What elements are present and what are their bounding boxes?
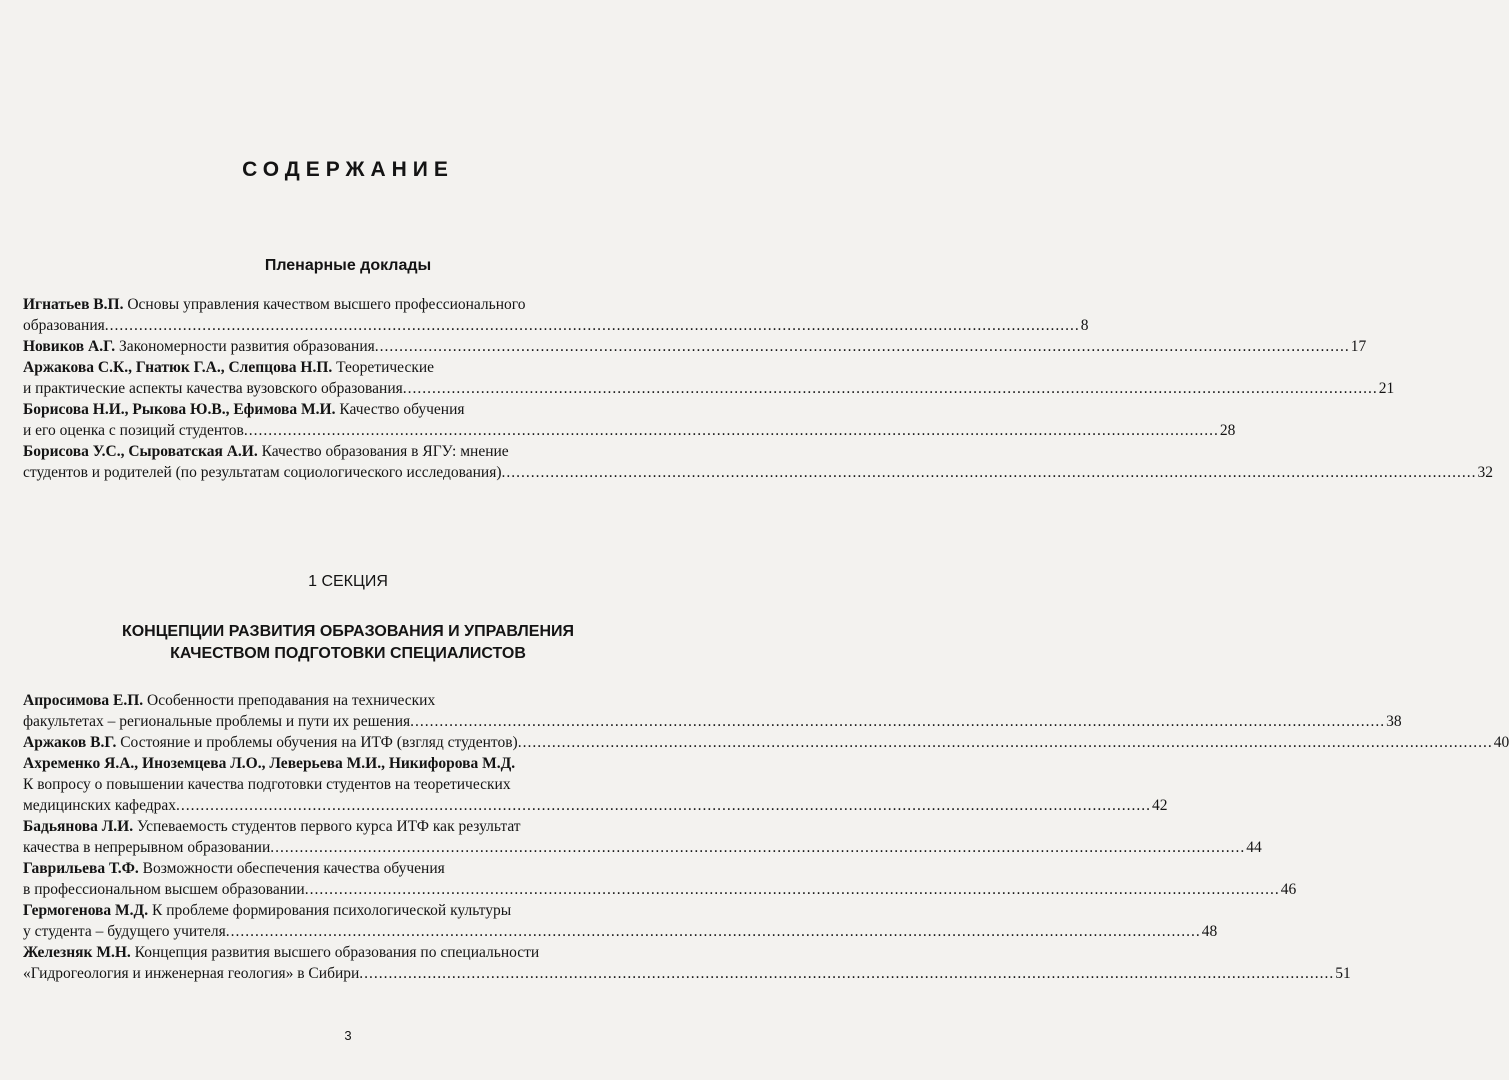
toc-entry[interactable] [23,732,1509,753]
leader-dots [176,795,1151,816]
leader-dots [359,963,1334,984]
entry-page: 51 [1335,965,1351,982]
leader-dots [502,462,1477,483]
entry-title: Успеваемость студентов первого курса ИТФ как результат [136,818,521,835]
entry-author: Апросимова Е.П. [23,692,144,709]
entry-title: и его оценка с позиций студентов [23,422,244,439]
entry-author: Борисова Н.И., Рыкова Ю.В., Ефимова М.И. [23,401,336,418]
leader-dots [244,420,1219,441]
entry-title: качества в непрерывном образовании [23,839,271,856]
toc-entry[interactable] [23,357,1395,399]
entry-page: 44 [1246,839,1262,856]
page-title: СОДЕРЖАНИЕ [242,158,454,181]
leader-dots [270,837,1245,858]
entry-title: Основы управления качеством высшего профессионального [127,296,526,313]
toc-entry[interactable] [23,900,1218,942]
leader-dots [410,711,1385,732]
entry-title: образования [23,317,105,334]
leader-dots [518,732,1493,753]
entry-page: 17 [1350,338,1367,355]
entry-page: 42 [1152,797,1168,814]
entry-author: Гаврильева Т.Ф. [23,860,139,877]
entry-author: Аржаков В.Г. [23,734,117,751]
entry-title: факультетах – региональные проблемы и пути их решения [23,713,411,730]
entry-title: в профессиональном высшем образовании [23,881,305,898]
entry-title: Возможности обеспечения качества обучения [142,860,445,877]
toc-entry[interactable] [23,942,1351,984]
toc-entry[interactable] [23,441,1493,483]
entry-author: Гермогенова М.Д. [23,902,149,919]
leader-dots [105,315,1080,336]
entry-title: Качество обучения [339,401,465,418]
toc-entry[interactable] [23,753,1168,816]
entry-title: и практические аспекты качества вузовского образования [23,380,403,397]
entry-title: медицинских кафедрах [23,797,177,814]
entry-author: Борисова У.С., Сыроватская А.И. [23,443,258,460]
leader-dots [305,879,1280,900]
entry-title: студентов и родителей (по результатам социологического исследования) [23,464,502,481]
entry-author: Новиков А.Г. [23,338,116,355]
leader-dots [375,336,1350,357]
entry-page: 28 [1219,422,1236,439]
entry-page: 40 [1493,734,1509,751]
entry-title: К проблеме формирования психологической культуры [151,902,512,919]
entry-page: 48 [1201,923,1218,940]
entry-page: 32 [1477,464,1493,481]
toc-entry[interactable] [23,294,1089,336]
entry-title: «Гидрогеология и инженерная геология» в Сибири [23,965,360,982]
entry-author: Железняк М.Н. [23,944,131,961]
toc-entry[interactable] [23,690,1402,732]
toc-entry[interactable] [23,399,1236,441]
section-list [23,690,1509,984]
entry-page: 21 [1378,380,1395,397]
entry-title: Теоретические [336,359,435,376]
section-title-line: КАЧЕСТВОМ ПОДГОТОВКИ СПЕЦИАЛИСТОВ [170,645,526,662]
entry-title: у студента – будущего учителя [23,923,226,940]
entry-title: Особенности преподавания на технических [147,692,436,709]
section-title-line: КОНЦЕПЦИИ РАЗВИТИЯ ОБРАЗОВАНИЯ И УПРАВЛЕНИЯ [121,623,575,640]
section-number: 1 СЕКЦИЯ [308,573,388,590]
leader-dots [226,921,1201,942]
entry-author: Игнатьев В.П. [23,296,124,313]
plenary-heading: Пленарные доклады [264,257,432,274]
plenary-list [23,294,1493,483]
entry-title: Закономерности развития образования [119,338,375,355]
leader-dots [403,378,1378,399]
entry-title: Концепция развития высшего образования по специальности [134,944,540,961]
entry-title: Качество образования в ЯГУ: мнение [261,443,509,460]
entry-author: Бадьянова Л.И. [23,818,134,835]
entry-page: 46 [1280,881,1297,898]
entry-title: К вопросу о повышении качества подготовки студентов на теоретических [23,776,511,793]
entry-page: 38 [1386,713,1402,730]
entry-author: Аржакова С.К., Гнатюк Г.А., Слепцова Н.П. [23,359,333,376]
section-title [0,621,696,665]
entry-author: Ахременко Я.А., Иноземцева Л.О., Леверьева М.И., Никифорова М.Д. [23,755,516,772]
entry-title: Состояние и проблемы обучения на ИТФ (взгляд студентов) [120,734,518,751]
toc-entry[interactable] [23,336,1367,357]
toc-entry[interactable] [23,816,1262,858]
toc-entry[interactable] [23,858,1297,900]
page-number: 3 [344,1028,352,1043]
entry-page: 8 [1080,317,1089,334]
